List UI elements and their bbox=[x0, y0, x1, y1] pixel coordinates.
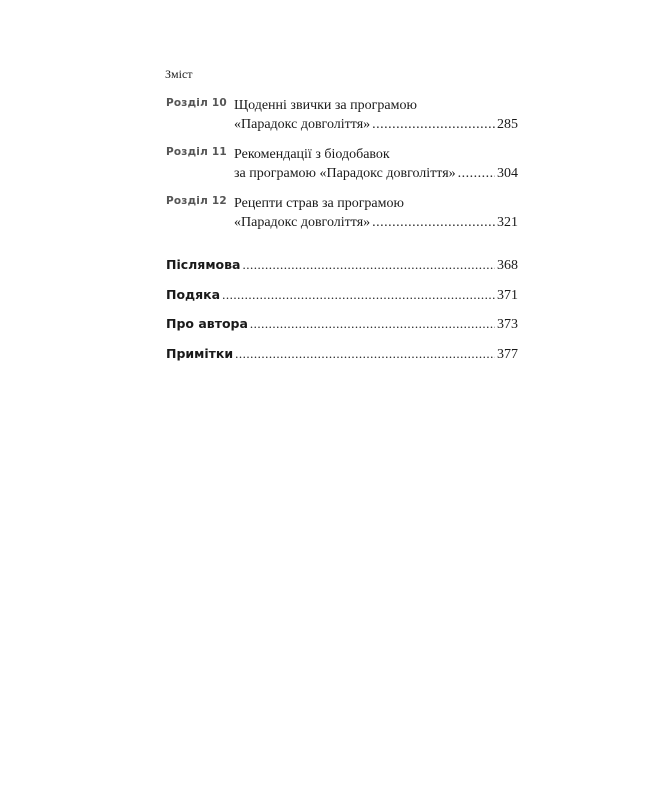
chapter-title-line-with-page bbox=[234, 164, 518, 183]
chapter-title-line-with-page bbox=[234, 115, 518, 134]
toc-entry-chapter-11[interactable] bbox=[166, 145, 518, 183]
dot-leader bbox=[250, 316, 495, 332]
chapter-label: Розділ 10 bbox=[166, 97, 227, 109]
toc-entry-afterword[interactable] bbox=[166, 257, 518, 287]
chapter-title bbox=[234, 145, 518, 183]
chapter-title-line: «Парадокс довголіття» bbox=[234, 117, 371, 132]
toc-entry-chapter-10[interactable] bbox=[166, 96, 518, 134]
chapter-title-line: Щоденні звички за програмою bbox=[234, 98, 417, 113]
chapter-label: Розділ 11 bbox=[166, 146, 227, 158]
chapter-title bbox=[234, 96, 518, 134]
chapter-title-line: за програмою «Парадокс довголіття» bbox=[234, 166, 456, 181]
page-number: 321 bbox=[497, 215, 518, 230]
dot-leader bbox=[372, 115, 495, 134]
entry-title: Післямова bbox=[166, 257, 241, 272]
toc-entry-about-author[interactable] bbox=[166, 316, 518, 346]
running-head: Зміст bbox=[165, 67, 193, 81]
entry-title: Про автора bbox=[166, 316, 248, 331]
page-number: 368 bbox=[497, 258, 518, 273]
dot-leader bbox=[243, 257, 496, 273]
chapter-label: Розділ 12 bbox=[166, 195, 227, 207]
page-number: 373 bbox=[497, 317, 518, 332]
toc-entry-notes[interactable] bbox=[166, 346, 518, 376]
backmatter-list bbox=[166, 257, 518, 375]
toc-entry-acknowledgments[interactable] bbox=[166, 287, 518, 317]
toc-entry-chapter-12[interactable] bbox=[166, 194, 518, 232]
chapter-title bbox=[234, 194, 518, 232]
dot-leader bbox=[372, 213, 495, 232]
chapter-title-line: Рецепти страв за програмою bbox=[234, 196, 404, 211]
page-number: 285 bbox=[497, 117, 518, 132]
chapter-list bbox=[166, 96, 518, 243]
dot-leader bbox=[222, 287, 495, 303]
page-number: 377 bbox=[497, 346, 518, 362]
entry-title: Примітки bbox=[166, 345, 234, 361]
entry-title: Подяка bbox=[166, 286, 221, 302]
page-number: 371 bbox=[497, 287, 518, 303]
dot-leader bbox=[235, 346, 495, 362]
page-number: 304 bbox=[497, 166, 518, 181]
chapter-title-line-with-page bbox=[234, 213, 518, 232]
dot-leader bbox=[458, 164, 495, 183]
chapter-title-line: «Парадокс довголіття» bbox=[234, 215, 371, 230]
chapter-title-line: Рекомендації з біодобавок bbox=[234, 147, 390, 162]
